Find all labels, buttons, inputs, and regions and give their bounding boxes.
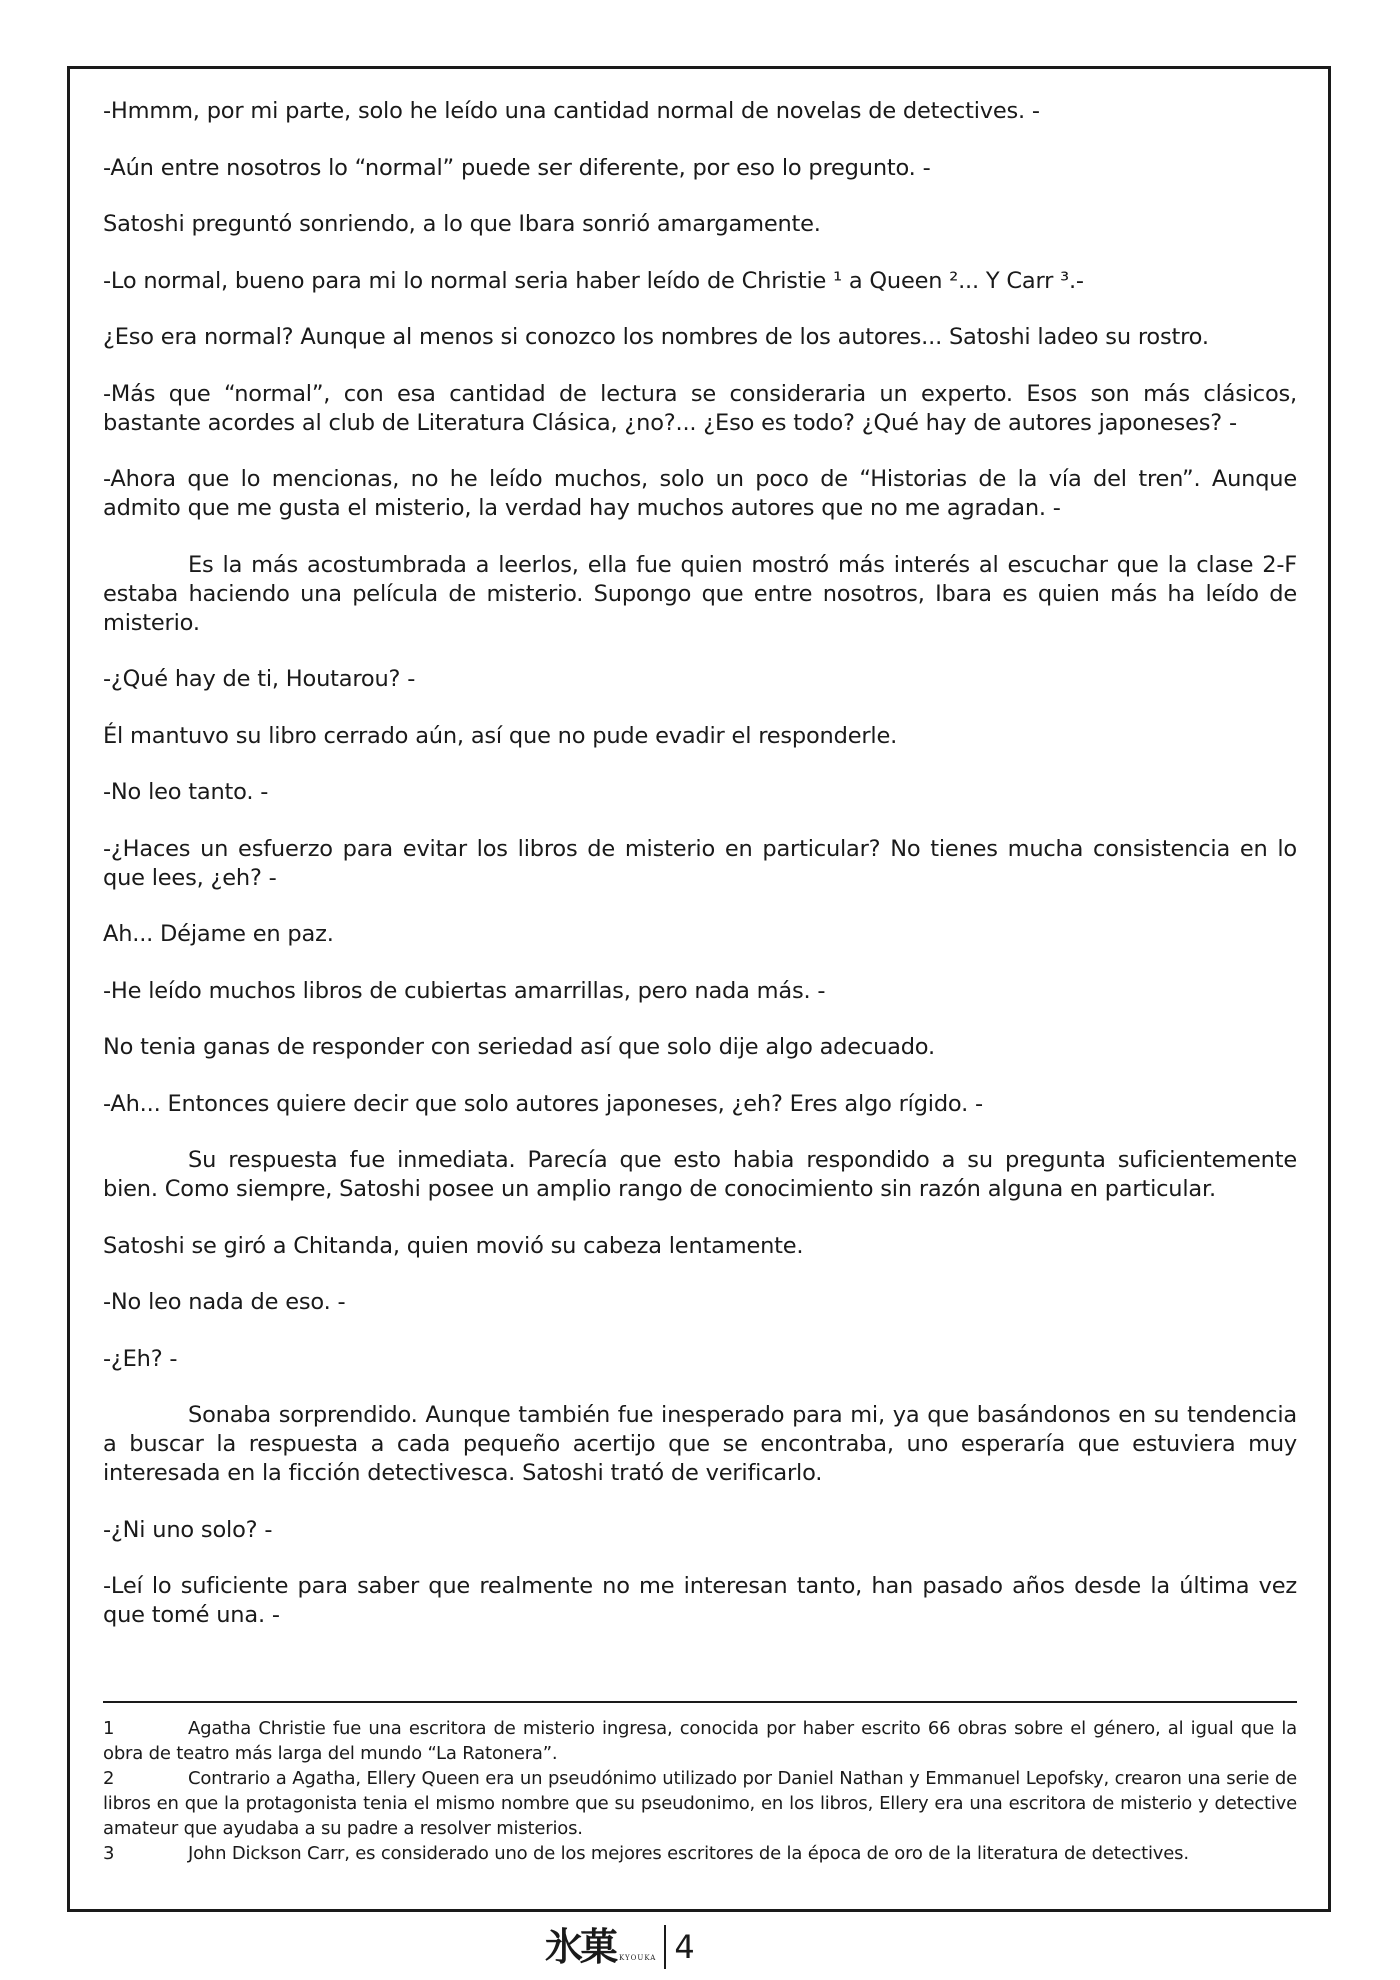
paragraph: -Más que “normal”, con esa cantidad de lectura se consideraria un experto. Esos son más clásicos, bastante acordes al club de Literatura Clásica, ¿no?... ¿Eso es todo? ¿Qué hay de autores japoneses? - (103, 380, 1297, 436)
paragraph: Es la más acostumbrada a leerlos, ella fue quien mostró más interés al escuchar que la clase 2-F estaba haciendo una película de misterio. Supongo que entre nosotros, Ibara es quien más ha leído de misterio. (103, 551, 1297, 636)
footnote-text: Contrario a Agatha, Ellery Queen era un pseudónimo utilizado por Daniel Nathan y Emmanuel Lepofsky, crearon una serie de libros en que la protagonista tenia el mismo nombre que su pseudonimo, en los libros, Ellery era una escritora de misterio y detective amateur que ayudaba a su padre a resolver misterios. (103, 1768, 1297, 1839)
paragraph: -Lo normal, bueno para mi lo normal seria haber leído de Christie ¹ a Queen ²... Y Carr ³.- (103, 267, 1084, 294)
footnote (103, 1766, 1297, 1841)
footnote-text: Agatha Christie fue una escritora de misterio ingresa, conocida por haber escrito 66 obras sobre el género, al igual que la obra de teatro más larga del mundo “La Ratonera”. (103, 1718, 1297, 1764)
hyouka-logo: 氷菓 (545, 1924, 616, 1969)
footnotes (103, 1716, 1297, 1866)
page-footer (545, 1922, 695, 1972)
paragraph: Satoshi se giró a Chitanda, quien movió su cabeza lentamente. (103, 1232, 804, 1259)
paragraph: -Ahora que lo mencionas, no he leído muchos, solo un poco de “Historias de la vía del tren”. Aunque admito que me gusta el misterio, la verdad hay muchos autores que no me agradan. - (103, 466, 1297, 521)
paragraph: -¿Haces un esfuerzo para evitar los libros de misterio en particular? No tienes mucha consistencia en lo que lees, ¿eh? - (103, 835, 1297, 891)
footnote (103, 1841, 1297, 1866)
paragraph: Sonaba sorprendido. Aunque también fue inesperado para mi, ya que basándonos en su tendencia a buscar la respuesta a cada pequeño acertijo que se encontraba, uno esperaría que estuviera muy interesada en la ficción detectivesca. Satoshi trató de verificarlo. (103, 1402, 1297, 1486)
paragraph: -No leo tanto. - (103, 779, 269, 805)
paragraph: -¿Eh? - (103, 1345, 178, 1372)
footnote-number: 3 (103, 1843, 115, 1864)
paragraph: -Hmmm, por mi parte, solo he leído una cantidad normal de novelas de detectives. - (103, 98, 1040, 124)
paragraph: Satoshi preguntó sonriendo, a lo que Ibara sonrió amargamente. (103, 211, 821, 237)
paragraph: -Ah... Entonces quiere decir que solo autores japoneses, ¿eh? Eres algo rígido. - (103, 1090, 983, 1117)
page-frame (67, 66, 1331, 1912)
paragraph: -No leo nada de eso. - (103, 1289, 346, 1315)
footnote-number: 1 (103, 1718, 115, 1739)
footnote-text: John Dickson Carr, es considerado uno de los mejores escritores de la época de oro de la literatura de detectives. (188, 1843, 1189, 1864)
paragraph: Ah... Déjame en paz. (103, 921, 334, 947)
paragraph: -Leí lo suficiente para saber que realmente no me interesan tanto, han pasado años desde la última vez que tomé una. - (103, 1573, 1297, 1628)
paragraph: Su respuesta fue inmediata. Parecía que esto habia respondido a su pregunta suficientemente bien. Como siempre, Satoshi posee un amplio rango de conocimiento sin razón alguna en particular. (103, 1147, 1297, 1202)
footer-divider (664, 1925, 666, 1969)
paragraph: -¿Ni uno solo? - (103, 1516, 273, 1543)
paragraph: -¿Qué hay de ti, Houtarou? - (103, 666, 416, 692)
footnote-number: 2 (103, 1768, 115, 1789)
paragraph: No tenia ganas de responder con seriedad así que solo dije algo adecuado. (103, 1034, 935, 1060)
footnote (103, 1716, 1297, 1766)
footnote-rule (103, 1701, 1297, 1703)
paragraph: Él mantuvo su libro cerrado aún, así que no pude evadir el responderle. (103, 722, 898, 749)
paragraph: ¿Eso era normal? Aunque al menos si conozco los nombres de los autores... Satoshi ladeo su rostro. (103, 324, 1209, 350)
paragraph: -He leído muchos libros de cubiertas amarrillas, pero nada más. - (103, 977, 826, 1004)
logo-subtitle: KYOUKA (619, 1954, 657, 1962)
body-text (103, 97, 1297, 1658)
page-number: 4 (674, 1928, 695, 1966)
paragraph: -Aún entre nosotros lo “normal” puede ser diferente, por eso lo pregunto. - (103, 154, 931, 181)
